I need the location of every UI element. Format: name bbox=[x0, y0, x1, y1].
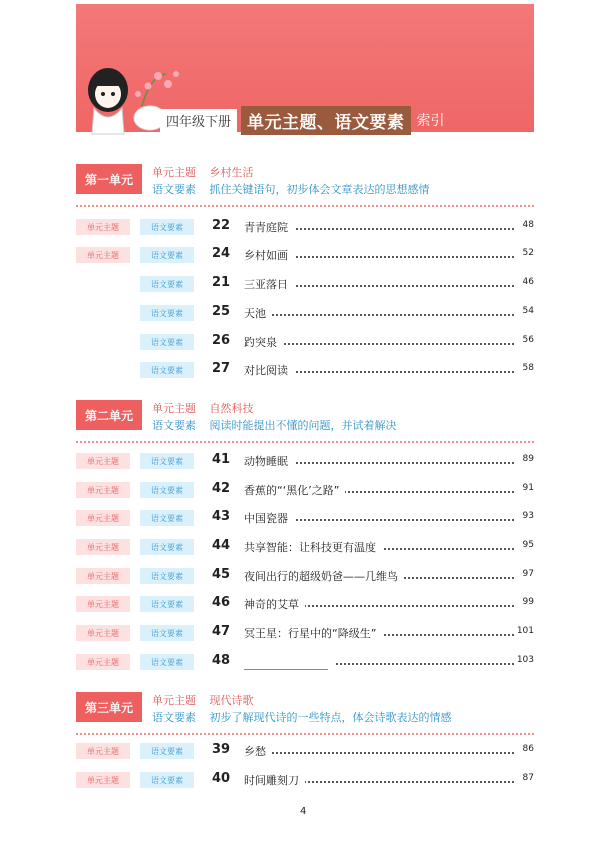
unit-divider bbox=[76, 441, 534, 443]
lesson-page: 93 bbox=[522, 511, 534, 521]
theme-label: 单元主题 bbox=[152, 402, 196, 415]
theme-tag: 单元主题 bbox=[76, 453, 130, 469]
element-tag: 语文要素 bbox=[140, 772, 194, 788]
lesson-row bbox=[76, 479, 534, 501]
lesson-page: 87 bbox=[522, 773, 534, 783]
theme-label: 单元主题 bbox=[152, 166, 196, 179]
lesson-title: 对比阅读 bbox=[244, 362, 294, 378]
theme-tag: 单元主题 bbox=[76, 654, 130, 670]
lesson-number: 25 bbox=[212, 304, 231, 319]
element-tag: 语文要素 bbox=[140, 334, 194, 350]
page-number: 4 bbox=[300, 806, 307, 817]
theme-tag: 单元主题 bbox=[76, 482, 130, 498]
blank-title-line bbox=[244, 669, 328, 670]
lesson-row bbox=[76, 302, 534, 324]
lesson-number: 48 bbox=[212, 653, 231, 668]
lesson-page: 86 bbox=[522, 744, 534, 754]
element-label: 语文要素 bbox=[152, 183, 196, 196]
element-tag: 语文要素 bbox=[140, 219, 194, 235]
lesson-row bbox=[76, 565, 534, 587]
lesson-number: 47 bbox=[212, 624, 231, 639]
theme-tag: 单元主题 bbox=[76, 772, 130, 788]
lesson-page: 101 bbox=[516, 626, 534, 636]
lesson-title: 乡村如画 bbox=[244, 247, 294, 263]
theme-tag: 单元主题 bbox=[76, 219, 130, 235]
unit-theme: 现代诗歌 bbox=[209, 694, 254, 707]
theme-tag: 单元主题 bbox=[76, 568, 130, 584]
unit-element-line bbox=[152, 709, 452, 725]
element-tag: 语文要素 bbox=[140, 596, 194, 612]
unit-badge: 第三单元 bbox=[76, 692, 142, 722]
lesson-title: 时间雕刻刀 bbox=[244, 772, 305, 788]
theme-tag: 单元主题 bbox=[76, 510, 130, 526]
element-tag: 语文要素 bbox=[140, 539, 194, 555]
unit-divider bbox=[76, 205, 534, 207]
element-tag: 语文要素 bbox=[140, 482, 194, 498]
lesson-title: 趵突泉 bbox=[244, 334, 283, 350]
lesson-title: 三亚落日 bbox=[244, 276, 294, 292]
lesson-number: 43 bbox=[212, 509, 231, 524]
element-tag: 语文要素 bbox=[140, 453, 194, 469]
lesson-page: 46 bbox=[522, 277, 534, 287]
lesson-page: 48 bbox=[522, 220, 534, 230]
lesson-number: 44 bbox=[212, 538, 231, 553]
unit-badge: 第二单元 bbox=[76, 400, 142, 430]
lesson-title: 乡愁 bbox=[244, 743, 272, 759]
lesson-number: 39 bbox=[212, 742, 231, 757]
index-suffix: 索引 bbox=[416, 113, 445, 129]
unit-element: 初步了解现代诗的一些特点，体会诗歌表达的情感 bbox=[209, 711, 452, 724]
lesson-row bbox=[76, 651, 534, 673]
theme-tag: 单元主题 bbox=[76, 247, 130, 263]
unit-element-line bbox=[152, 181, 430, 197]
element-tag: 语文要素 bbox=[140, 510, 194, 526]
theme-tag: 单元主题 bbox=[76, 596, 130, 612]
lesson-page: 58 bbox=[522, 363, 534, 373]
element-tag: 语文要素 bbox=[140, 625, 194, 641]
theme-label: 单元主题 bbox=[152, 694, 196, 707]
lesson-row bbox=[76, 273, 534, 295]
element-tag: 语文要素 bbox=[140, 305, 194, 321]
element-tag: 语文要素 bbox=[140, 654, 194, 670]
lesson-row bbox=[76, 216, 534, 238]
element-tag: 语文要素 bbox=[140, 568, 194, 584]
unit-theme: 自然科技 bbox=[209, 402, 254, 415]
lesson-page: 54 bbox=[522, 306, 534, 316]
theme-tag: 单元主题 bbox=[76, 625, 130, 641]
lesson-row bbox=[76, 769, 534, 791]
lesson-page: 89 bbox=[522, 454, 534, 464]
lesson-page: 91 bbox=[522, 483, 534, 493]
element-label: 语文要素 bbox=[152, 419, 196, 432]
lesson-page: 52 bbox=[522, 248, 534, 258]
lesson-title: 冥王星：行星中的“降级生” bbox=[244, 625, 382, 641]
lesson-row bbox=[76, 359, 534, 381]
element-tag: 语文要素 bbox=[140, 743, 194, 759]
lesson-number: 46 bbox=[212, 595, 231, 610]
lesson-number: 40 bbox=[212, 771, 231, 786]
unit-badge: 第一单元 bbox=[76, 164, 142, 194]
leader-dots bbox=[244, 752, 514, 754]
lesson-title: 神奇的艾草 bbox=[244, 596, 305, 612]
unit-theme-line bbox=[152, 400, 254, 416]
main-title: 单元主题、语文要素 bbox=[241, 106, 411, 135]
leader-dots bbox=[244, 343, 514, 345]
theme-tag: 单元主题 bbox=[76, 539, 130, 555]
index-title bbox=[160, 106, 445, 134]
lesson-row bbox=[76, 450, 534, 472]
lesson-number: 42 bbox=[212, 481, 231, 496]
lesson-number: 24 bbox=[212, 246, 231, 261]
lesson-title: 天池 bbox=[244, 305, 272, 321]
unit-element: 阅读时能提出不懂的问题，并试着解决 bbox=[209, 419, 397, 432]
lesson-number: 22 bbox=[212, 218, 231, 233]
lesson-page: 56 bbox=[522, 335, 534, 345]
grade-label: 四年级下册 bbox=[160, 109, 237, 132]
lesson-row bbox=[76, 740, 534, 762]
lesson-title: 青青庭院 bbox=[244, 219, 294, 235]
lesson-title: 夜间出行的超级奶爸——几维鸟 bbox=[244, 568, 404, 584]
unit-theme-line bbox=[152, 692, 254, 708]
leader-dots bbox=[244, 314, 514, 316]
lesson-title: 共享智能：让科技更有温度 bbox=[244, 539, 382, 555]
lesson-title: 中国瓷器 bbox=[244, 510, 294, 526]
lesson-number: 21 bbox=[212, 275, 231, 290]
unit-theme: 乡村生活 bbox=[209, 166, 254, 179]
lesson-number: 41 bbox=[212, 452, 231, 467]
unit-element-line bbox=[152, 417, 397, 433]
lesson-row bbox=[76, 593, 534, 615]
lesson-row bbox=[76, 244, 534, 266]
lesson-page: 95 bbox=[522, 540, 534, 550]
lesson-row bbox=[76, 622, 534, 644]
element-tag: 语文要素 bbox=[140, 247, 194, 263]
lesson-page: 97 bbox=[522, 569, 534, 579]
lesson-title: 香蕉的“‘黑化’之路” bbox=[244, 482, 345, 498]
lesson-title: 动物睡眠 bbox=[244, 453, 294, 469]
element-tag: 语文要素 bbox=[140, 276, 194, 292]
lesson-page: 99 bbox=[522, 597, 534, 607]
lesson-row bbox=[76, 507, 534, 529]
lesson-number: 45 bbox=[212, 567, 231, 582]
lesson-row bbox=[76, 331, 534, 353]
theme-tag: 单元主题 bbox=[76, 743, 130, 759]
lesson-page: 103 bbox=[516, 655, 534, 665]
lesson-number: 27 bbox=[212, 361, 231, 376]
unit-element: 抓住关键语句，初步体会文章表达的思想感情 bbox=[209, 183, 430, 196]
lesson-row bbox=[76, 536, 534, 558]
lesson-number: 26 bbox=[212, 333, 231, 348]
element-tag: 语文要素 bbox=[140, 362, 194, 378]
element-label: 语文要素 bbox=[152, 711, 196, 724]
unit-divider bbox=[76, 733, 534, 735]
unit-theme-line bbox=[152, 164, 254, 180]
